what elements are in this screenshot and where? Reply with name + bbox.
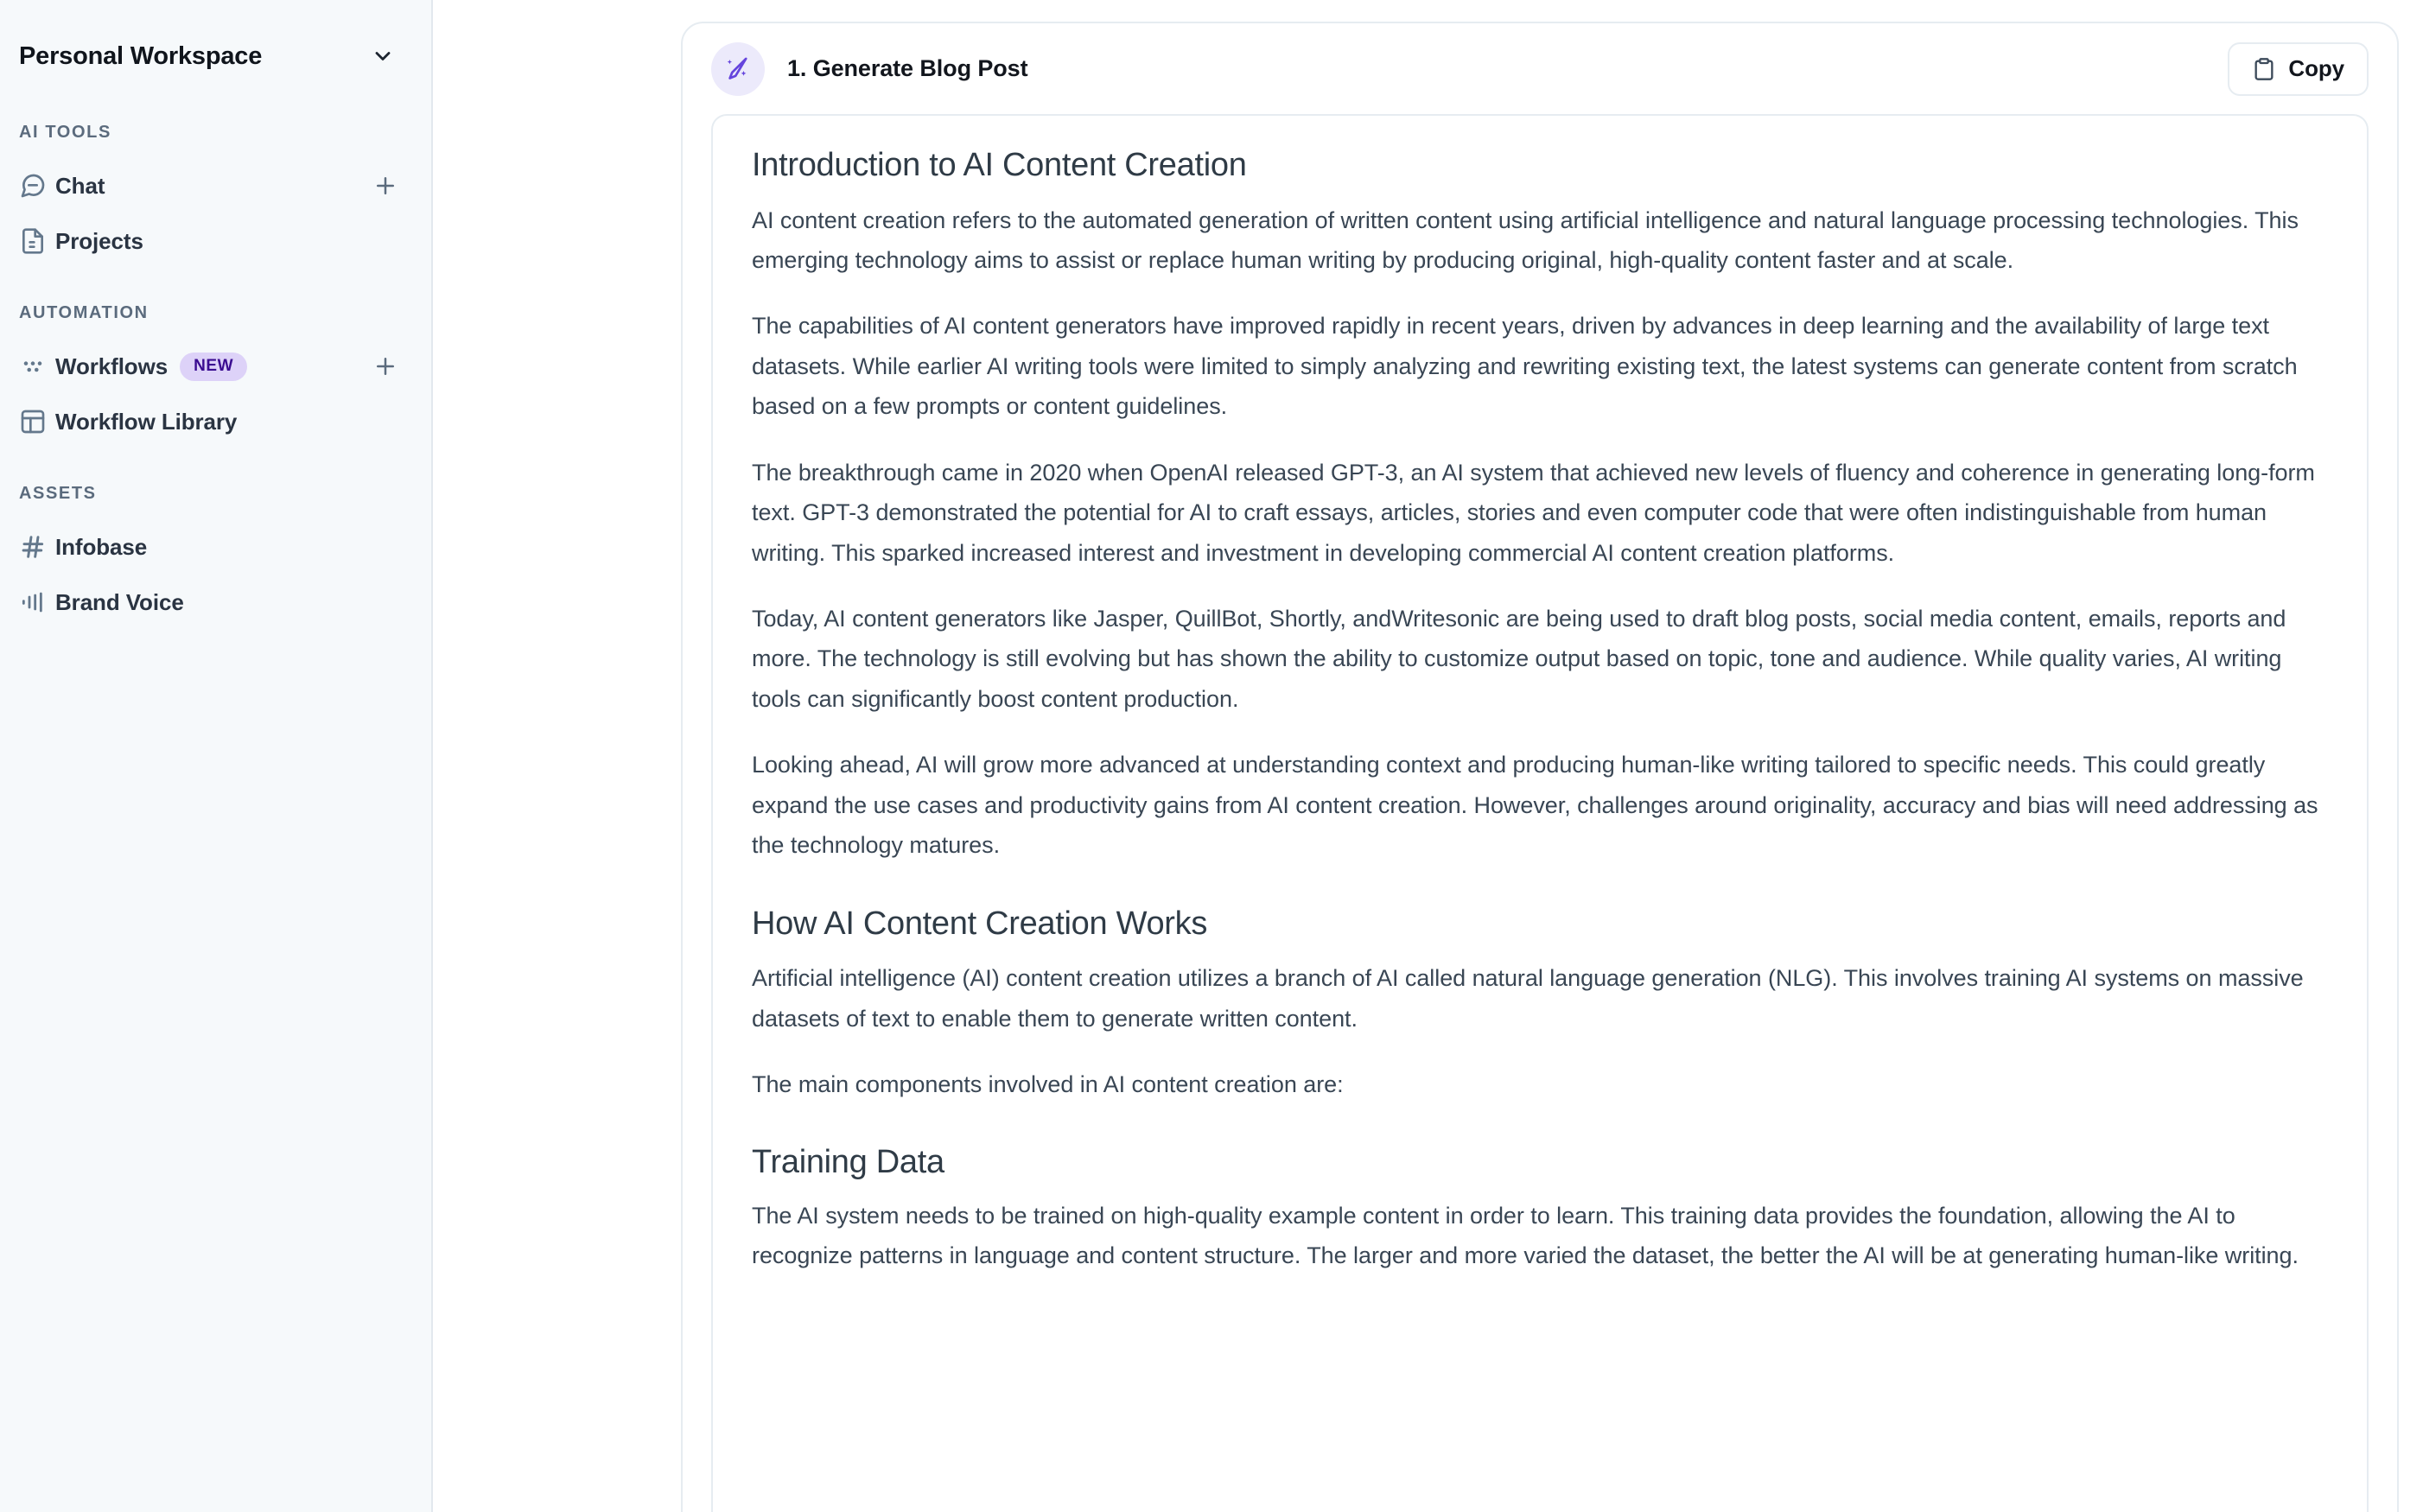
chevron-down-icon[interactable] bbox=[366, 39, 400, 73]
doc-paragraph: The main components involved in AI content creation are: bbox=[752, 1071, 1344, 1097]
magic-wand-icon bbox=[711, 42, 765, 96]
doc-paragraph: AI content creation refers to the automated generation of written content using artificial intelligence and natural language processing technologies. This emerging technology aims to assist or replace human writing by producing original, high-quality content faster and at scale. bbox=[752, 206, 2299, 273]
sidebar-item-brand-voice[interactable] bbox=[0, 575, 431, 630]
doc-paragraph: The capabilities of AI content generators have improved rapidly in recent years, driven by advances in deep learning and the availability of large text datasets. While earlier AI writing tools were limited to simply analyzing and rewriting existing text, the latest systems can generate content from scratch based on a few prompts or content guidelines. bbox=[752, 313, 2298, 420]
workspace-name: Personal Workspace bbox=[19, 41, 263, 70]
sidebar-item-label: Workflows bbox=[55, 353, 169, 379]
page-title: 1. Generate Blog Post bbox=[787, 55, 1028, 81]
doc-paragraph: The breakthrough came in 2020 when OpenAI released GPT-3, an AI system that achieved new levels of fluency and coherence in generating long-form text. GPT-3 demonstrated the potential for AI to craft essays, articles, stories and even computer code that were often indistinguishable from human writing. This sparked increased interest and investment in developing commercial AI content creation platforms. bbox=[752, 459, 2315, 566]
section-label-assets: ASSETS bbox=[19, 484, 97, 503]
card-header bbox=[683, 23, 2397, 114]
sidebar-item-label: Brand Voice bbox=[55, 588, 184, 615]
doc-paragraph: The AI system needs to be trained on high-quality example content in order to learn. This training data provides the foundation, allowing the AI to recognize patterns in language and content structure. The larger and more varied the dataset, the better the AI will be at generating human-like writing. bbox=[752, 1202, 2299, 1269]
sidebar-item-label: Infobase bbox=[55, 533, 148, 560]
sidebar bbox=[0, 0, 433, 1512]
status-badge-new: NEW bbox=[180, 353, 247, 381]
layout-panel-icon bbox=[19, 408, 55, 435]
section-label-automation: AUTOMATION bbox=[19, 303, 149, 322]
file-document-icon bbox=[19, 227, 55, 255]
workflow-step-card bbox=[681, 22, 2399, 1512]
dots-grid-icon bbox=[19, 353, 55, 380]
workspace-switcher[interactable] bbox=[0, 0, 431, 83]
add-chat-button[interactable] bbox=[371, 171, 400, 200]
sidebar-item-workflows[interactable] bbox=[0, 339, 431, 394]
doc-heading: Introduction to AI Content Creation bbox=[752, 147, 1247, 183]
doc-paragraph: Today, AI content generators like Jasper, QuillBot, Shortly, andWritesonic are being used to draft blog posts, social media content, emails, reports and more. The technology is still evolving but has shown the ability to customize output based on topic, tone and audience. While quality varies, AI writing tools can significantly boost content production. bbox=[752, 606, 2286, 712]
copy-button[interactable] bbox=[2228, 42, 2369, 96]
sidebar-item-label: Chat bbox=[55, 172, 105, 199]
sidebar-item-label: Projects bbox=[55, 227, 143, 254]
doc-heading: How AI Content Creation Works bbox=[752, 905, 1208, 942]
add-workflow-button[interactable] bbox=[371, 352, 400, 381]
section-label-ai-tools: AI TOOLS bbox=[19, 123, 111, 142]
sidebar-item-infobase[interactable] bbox=[0, 519, 431, 575]
waveform-icon bbox=[19, 588, 55, 616]
sidebar-item-workflow-library[interactable] bbox=[0, 394, 431, 449]
doc-paragraph: Looking ahead, AI will grow more advanced at understanding context and producing human-like writing tailored to specific needs. This could greatly expand the use cases and productivity gains from AI content creation. However, challenges around originality, accuracy and bias will need addressing as the technology matures. bbox=[752, 752, 2318, 859]
doc-paragraph: Artificial intelligence (AI) content creation utilizes a branch of AI called natural language generation (NLG). This involves training AI systems on massive datasets of text to enable them to generate written content. bbox=[752, 965, 2304, 1032]
clipboard-icon bbox=[2252, 57, 2276, 81]
doc-subheading: Training Data bbox=[752, 1144, 944, 1181]
sidebar-item-label: Workflow Library bbox=[55, 408, 238, 435]
generated-document[interactable] bbox=[711, 114, 2369, 1512]
hash-icon bbox=[19, 533, 55, 561]
copy-button-label: Copy bbox=[2288, 55, 2344, 81]
main-content bbox=[433, 0, 2423, 1512]
sidebar-item-chat[interactable] bbox=[0, 158, 431, 213]
chat-bubble-icon bbox=[19, 172, 55, 200]
sidebar-item-projects[interactable] bbox=[0, 213, 431, 269]
